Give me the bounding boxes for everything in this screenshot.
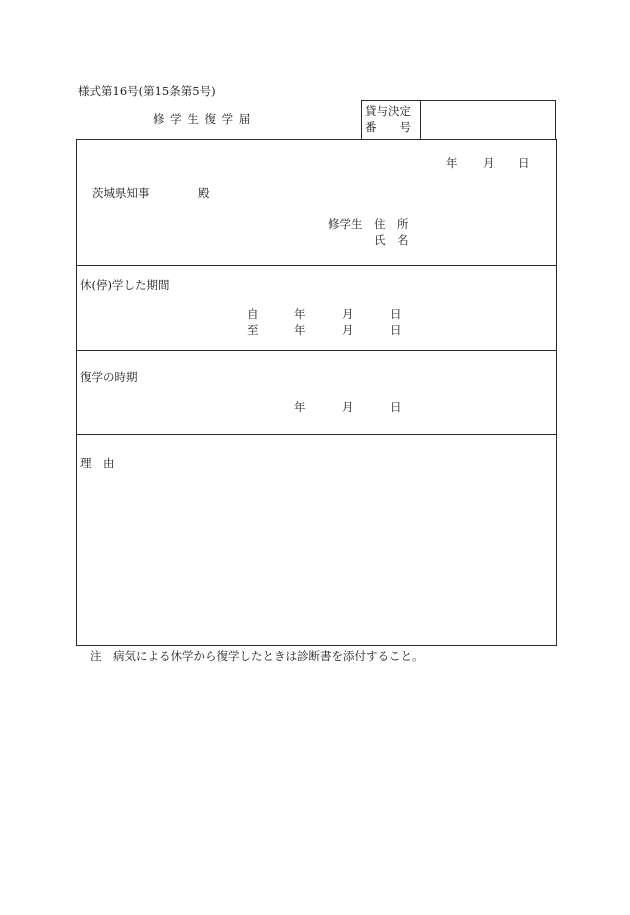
addressee: 茨城県知事 [92, 186, 150, 200]
divider-3 [76, 434, 556, 435]
reason-title: 理 由 [80, 456, 115, 470]
return-timing-title: 復学の時期 [80, 370, 138, 384]
divider-1 [76, 265, 556, 266]
period-to-year-label: 年 [294, 323, 306, 337]
period-to-month-label: 月 [342, 323, 354, 337]
return-day-label: 日 [390, 400, 402, 414]
period-from-day-label: 日 [390, 307, 402, 321]
form-body [76, 139, 557, 646]
period-to-day-label: 日 [390, 323, 402, 337]
period-from-month-label: 月 [342, 307, 354, 321]
note: 注 病気による休学から復学したときは診断書を添付すること。 [90, 649, 424, 663]
name-label: 氏 名 [374, 233, 409, 247]
form-title: 修 学 生 復 学 届 [153, 112, 252, 126]
loan-decision-label-line1: 貸与決定 [365, 104, 411, 118]
return-year-label: 年 [294, 400, 306, 414]
period-from-label: 自 [247, 307, 259, 321]
return-month-label: 月 [342, 400, 354, 414]
submit-date-month-label: 月 [483, 156, 495, 170]
honorific: 殿 [198, 186, 210, 200]
period-from-year-label: 年 [294, 307, 306, 321]
loan-decision-divider [420, 100, 421, 139]
form-number-label: 様式第16号(第15条第5号) [78, 84, 216, 98]
leave-period-title: 休(停)学した期間 [80, 278, 170, 292]
student-label: 修学生 [328, 217, 363, 231]
submit-date-year-label: 年 [446, 156, 458, 170]
submit-date-day-label: 日 [518, 156, 530, 170]
address-label: 住 所 [374, 217, 409, 231]
divider-2 [76, 350, 556, 351]
period-to-label: 至 [247, 323, 259, 337]
loan-decision-label-line2: 番 号 [365, 120, 411, 134]
